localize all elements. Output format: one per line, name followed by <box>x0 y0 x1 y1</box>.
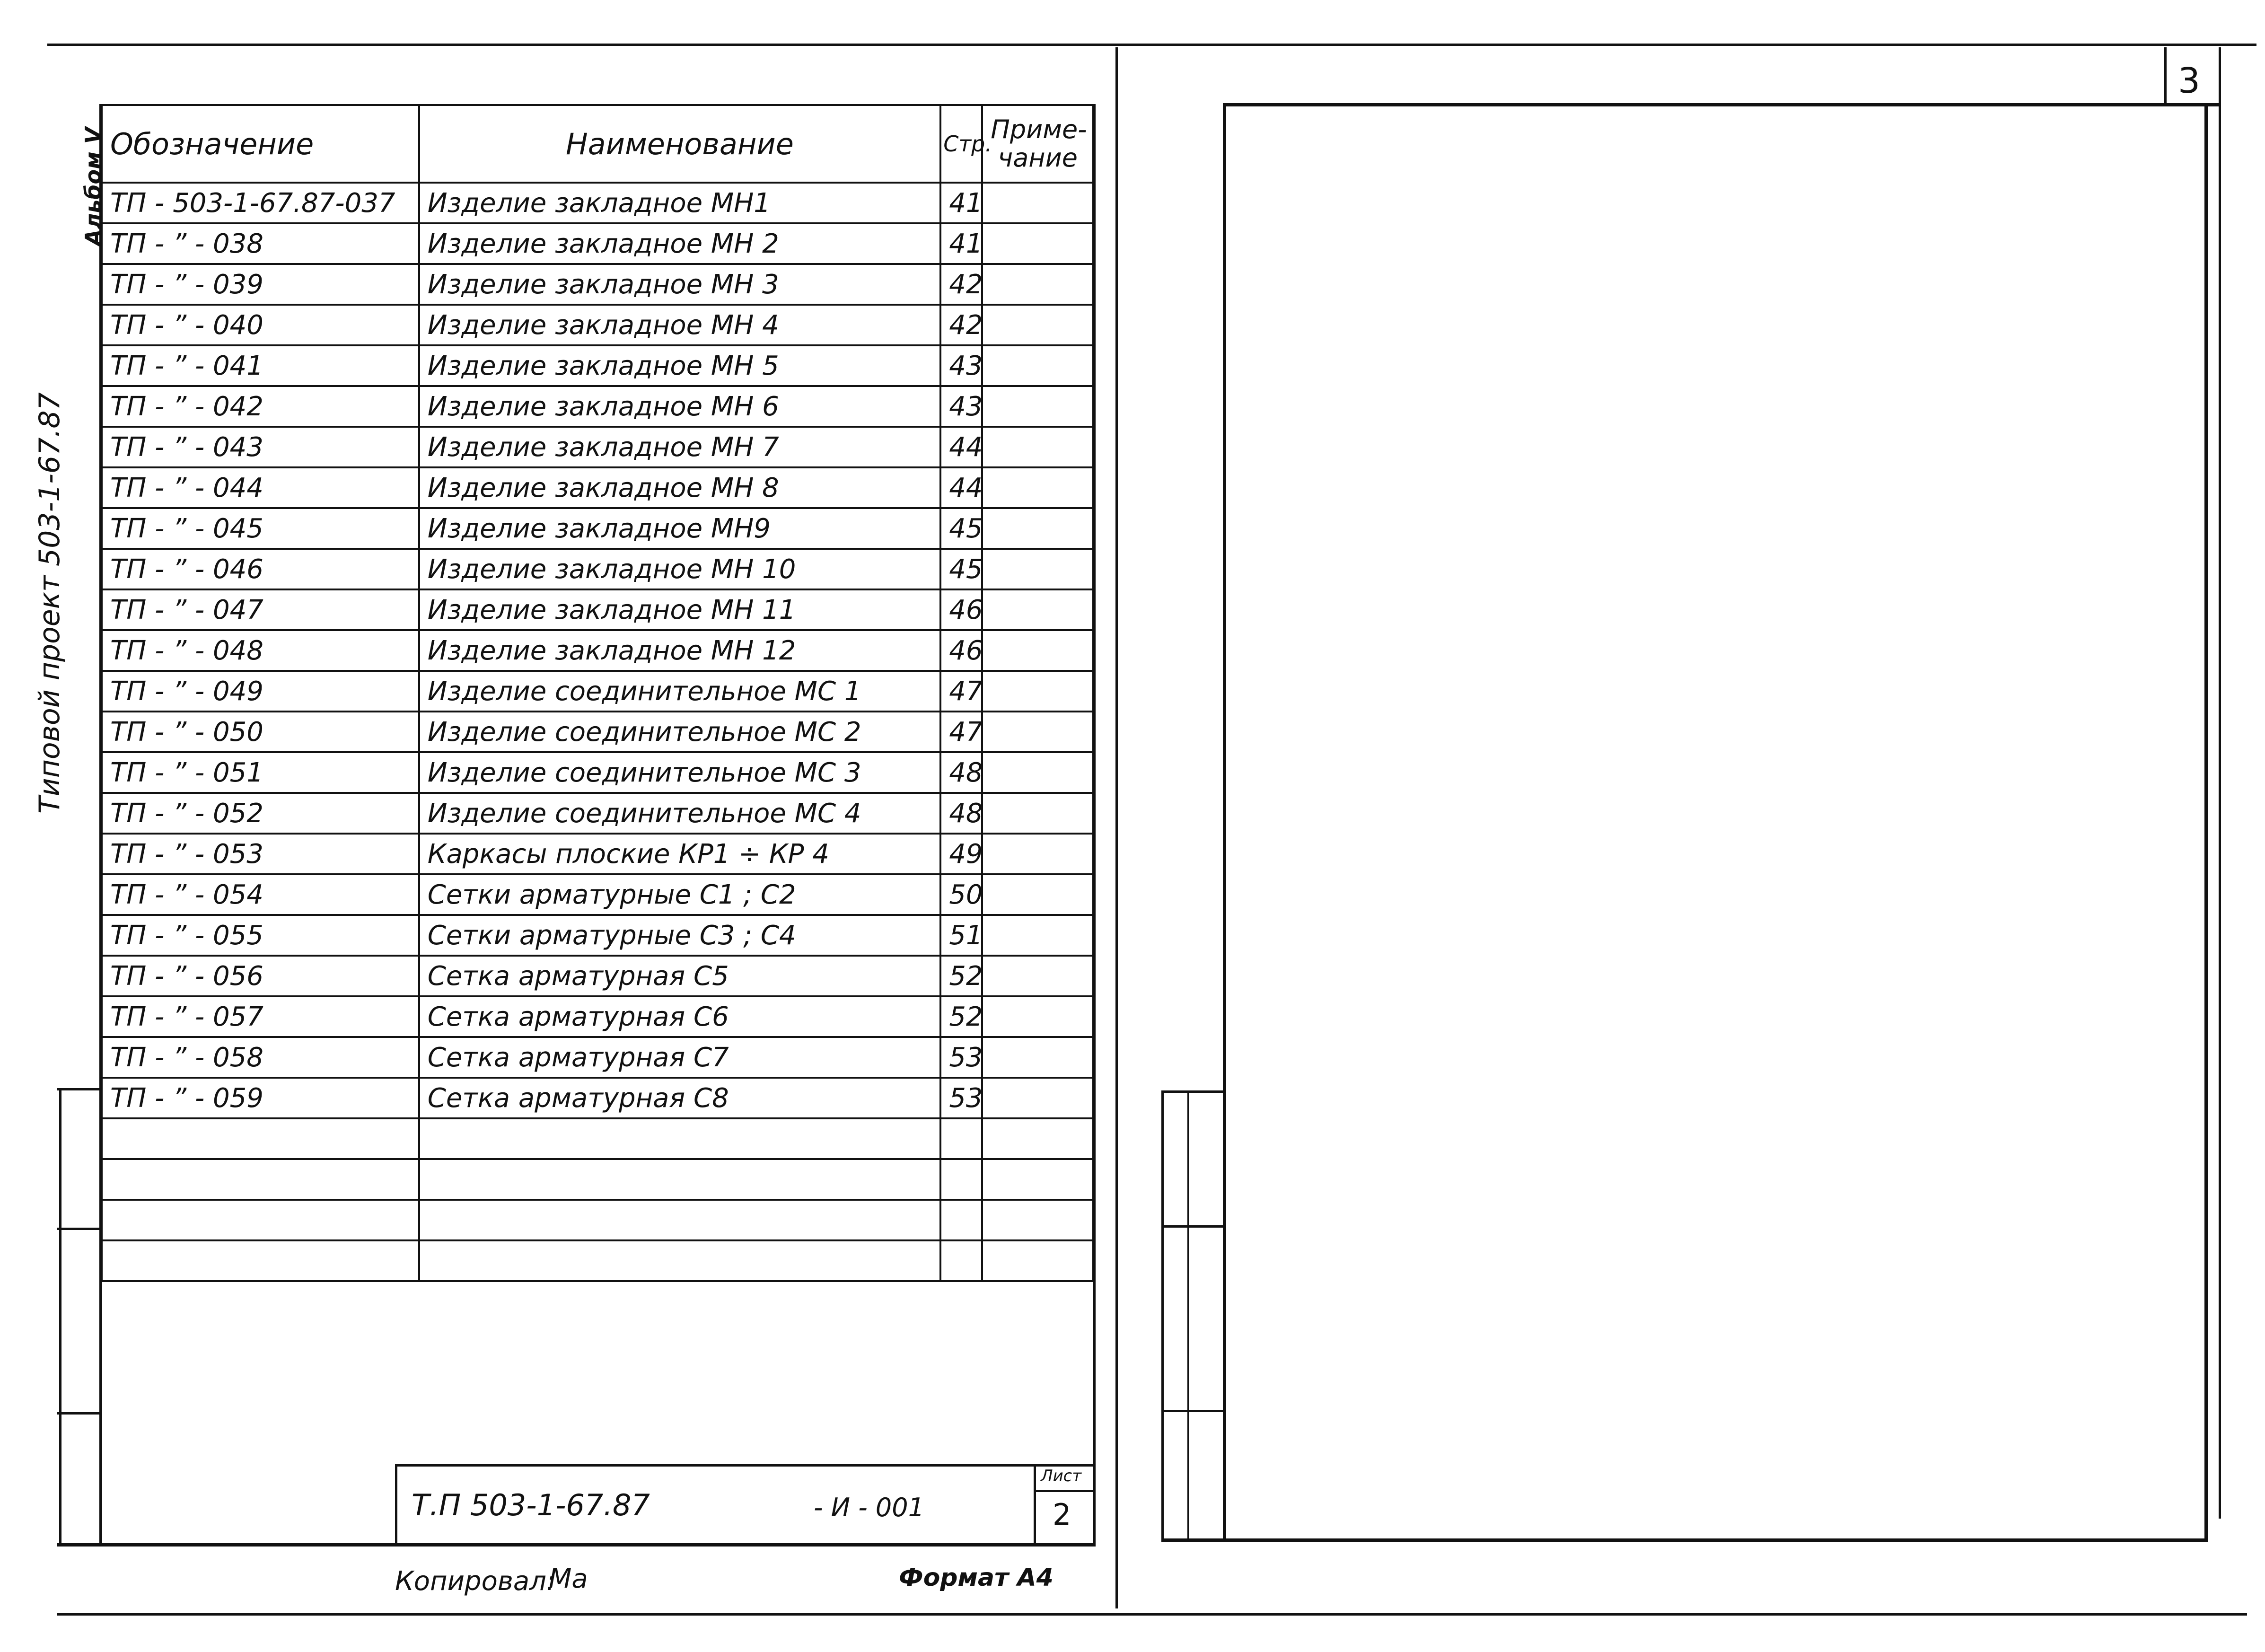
table-row <box>102 834 1093 874</box>
table-row <box>102 793 1093 834</box>
cell-page: 47 <box>940 712 982 752</box>
cell-designation: ТП - ” - 055 <box>102 915 419 956</box>
cell-designation: ТП - ” - 053 <box>102 834 419 874</box>
cell-note <box>982 1037 1093 1078</box>
cell-name: Изделие закладное МН 11 <box>419 589 940 630</box>
binding-strip-top <box>57 1088 102 1090</box>
cell-page: 41 <box>940 223 982 264</box>
cell-designation: ТП - ” - 039 <box>102 264 419 305</box>
cell-page: 42 <box>940 305 982 345</box>
stamp-sheet-number: 2 <box>1053 1497 1071 1532</box>
cell-note <box>982 386 1093 427</box>
cell-page: 52 <box>940 956 982 996</box>
stamp-top <box>395 1464 1095 1467</box>
cell-note <box>982 549 1093 589</box>
cell-name: Изделие закладное МН9 <box>419 508 940 549</box>
cell-designation: ТП - ” - 058 <box>102 1037 419 1078</box>
right-outer-edge <box>2219 47 2221 1519</box>
cell-name: Изделие закладное МН 4 <box>419 305 940 345</box>
right-frame-top <box>1223 103 2221 106</box>
table-row <box>102 589 1093 630</box>
cell-designation: ТП - ” - 043 <box>102 427 419 467</box>
cell-note <box>982 467 1093 508</box>
sheet-number: 3 <box>2178 61 2201 101</box>
cell-page: 53 <box>940 1078 982 1118</box>
empty-row <box>102 1159 1093 1200</box>
cell-note <box>982 793 1093 834</box>
binding-strip-mid1 <box>57 1228 102 1230</box>
cell-designation: ТП - ” - 057 <box>102 996 419 1037</box>
right-binding-top <box>1161 1090 1225 1093</box>
cell-designation: ТП - ” - 040 <box>102 305 419 345</box>
cell-name: Изделие закладное МН 3 <box>419 264 940 305</box>
stamp-project-code: Т.П 503-1-67.87 <box>412 1488 650 1522</box>
cell-name: Сетка арматурная С7 <box>419 1037 940 1078</box>
vertical-album-label: Альбом V <box>80 127 106 246</box>
cell-name: Изделие закладное МН 7 <box>419 427 940 467</box>
cell-page: 43 <box>940 386 982 427</box>
table-row <box>102 712 1093 752</box>
cell-note <box>982 752 1093 793</box>
sheet-divider-line <box>1115 47 1118 1608</box>
right-frame-bottom <box>1161 1538 2208 1542</box>
right-binding-mid1 <box>1161 1225 1225 1228</box>
cell-page: 48 <box>940 793 982 834</box>
cell-name: Сетка арматурная С5 <box>419 956 940 996</box>
cell-name: Каркасы плоские КР1 ÷ КР 4 <box>419 834 940 874</box>
cell-designation: ТП - ” - 051 <box>102 752 419 793</box>
right-frame-left <box>1223 103 1226 1541</box>
cell-name: Изделие соединительное МС 4 <box>419 793 940 834</box>
empty-row <box>102 1240 1093 1281</box>
cell-page: 45 <box>940 508 982 549</box>
cell-designation: ТП - ” - 059 <box>102 1078 419 1118</box>
cell-note <box>982 630 1093 671</box>
header-note: Приме- чание <box>982 105 1093 183</box>
cell-page: 53 <box>940 1037 982 1078</box>
table-row <box>102 345 1093 386</box>
table-row <box>102 264 1093 305</box>
cell-name: Сетка арматурная С8 <box>419 1078 940 1118</box>
cell-page: 42 <box>940 264 982 305</box>
cell-note <box>982 712 1093 752</box>
stamp-sheet-label: Лист <box>1041 1467 1082 1485</box>
cell-name: Изделие закладное МН1 <box>419 183 940 223</box>
cell-note <box>982 874 1093 915</box>
cell-name: Изделие соединительное МС 3 <box>419 752 940 793</box>
cell-page: 46 <box>940 630 982 671</box>
cell-note <box>982 1078 1093 1118</box>
cell-name: Изделие закладное МН 6 <box>419 386 940 427</box>
table-row <box>102 305 1093 345</box>
table-row <box>102 427 1093 467</box>
cell-designation: ТП - ” - 038 <box>102 223 419 264</box>
cell-name: Сетка арматурная С6 <box>419 996 940 1037</box>
table-row <box>102 996 1093 1037</box>
table-row <box>102 223 1093 264</box>
cell-designation: ТП - ” - 042 <box>102 386 419 427</box>
cell-page: 47 <box>940 671 982 712</box>
table-row <box>102 183 1093 223</box>
table-row <box>102 915 1093 956</box>
table-row <box>102 1037 1093 1078</box>
right-binding-inner <box>1187 1090 1189 1540</box>
cell-page: 49 <box>940 834 982 874</box>
cell-name: Изделие соединительное МС 2 <box>419 712 940 752</box>
cell-page: 52 <box>940 996 982 1037</box>
cell-designation: ТП - ” - 041 <box>102 345 419 386</box>
cell-name: Изделие закладное МН 5 <box>419 345 940 386</box>
cell-designation: ТП - ” - 048 <box>102 630 419 671</box>
table-row <box>102 874 1093 915</box>
cell-note <box>982 589 1093 630</box>
cell-page: 46 <box>940 589 982 630</box>
binding-strip-left <box>59 1088 61 1545</box>
copied-by-signature: Ма <box>549 1564 588 1594</box>
cell-name: Сетки арматурные С1 ; С2 <box>419 874 940 915</box>
cell-designation: ТП - ” - 046 <box>102 549 419 589</box>
table-header-row <box>102 105 1093 183</box>
cell-note <box>982 671 1093 712</box>
cell-designation: ТП - ” - 054 <box>102 874 419 915</box>
table-row <box>102 630 1093 671</box>
table-body <box>102 183 1093 1281</box>
cell-name: Сетки арматурные С3 ; С4 <box>419 915 940 956</box>
table-row <box>102 1078 1093 1118</box>
cell-page: 44 <box>940 467 982 508</box>
cell-name: Изделие закладное МН 10 <box>419 549 940 589</box>
cell-designation: ТП - ” - 056 <box>102 956 419 996</box>
right-frame-right <box>2204 103 2208 1541</box>
table-row <box>102 467 1093 508</box>
cell-name: Изделие соединительное МС 1 <box>419 671 940 712</box>
cell-page: 48 <box>940 752 982 793</box>
table-row <box>102 386 1093 427</box>
header-name: Наименование <box>419 105 940 183</box>
copied-by-label: Копировал: <box>395 1566 555 1597</box>
cell-page: 50 <box>940 874 982 915</box>
cell-page: 44 <box>940 427 982 467</box>
cell-designation: ТП - ” - 044 <box>102 467 419 508</box>
table-row <box>102 752 1093 793</box>
table-row <box>102 956 1093 996</box>
stamp-list-divider <box>1034 1464 1036 1545</box>
cell-designation: ТП - ” - 052 <box>102 793 419 834</box>
cell-designation: ТП - ” - 045 <box>102 508 419 549</box>
cell-page: 51 <box>940 915 982 956</box>
cell-note <box>982 223 1093 264</box>
empty-row <box>102 1118 1093 1159</box>
vertical-project-title: Типовой проект 503-1-67.87 <box>33 392 66 814</box>
cell-note <box>982 915 1093 956</box>
header-page: Стр. <box>940 105 982 183</box>
cell-name: Изделие закладное МН 12 <box>419 630 940 671</box>
header-designation: Обозначение <box>102 105 419 183</box>
cell-note <box>982 956 1093 996</box>
right-binding-left <box>1161 1090 1164 1540</box>
cell-name: Изделие закладное МН 2 <box>419 223 940 264</box>
cell-page: 43 <box>940 345 982 386</box>
table-row <box>102 508 1093 549</box>
right-binding-mid2 <box>1161 1410 1225 1412</box>
cell-note <box>982 305 1093 345</box>
left-frame-bottom <box>57 1543 1096 1547</box>
cell-note <box>982 183 1093 223</box>
cell-designation: ТП - ” - 049 <box>102 671 419 712</box>
bottom-edge-line <box>57 1613 2247 1616</box>
stamp-list-hline <box>1034 1490 1095 1492</box>
format-label: Формат А4 <box>899 1564 1053 1592</box>
table-row <box>102 671 1093 712</box>
cell-note <box>982 345 1093 386</box>
empty-row <box>102 1200 1093 1240</box>
binding-strip-mid2 <box>57 1412 102 1415</box>
cell-designation: ТП - ” - 047 <box>102 589 419 630</box>
cell-page: 45 <box>940 549 982 589</box>
cell-designation: ТП - ” - 050 <box>102 712 419 752</box>
top-edge-line <box>47 44 2256 46</box>
sheet-box-left <box>2164 47 2167 106</box>
cell-page: 41 <box>940 183 982 223</box>
cell-note <box>982 996 1093 1037</box>
cell-note <box>982 834 1093 874</box>
cell-note <box>982 264 1093 305</box>
stamp-left <box>395 1464 397 1545</box>
cell-designation: ТП - 503-1-67.87-037 <box>102 183 419 223</box>
cell-note <box>982 427 1093 467</box>
contents-table <box>101 104 1094 1282</box>
cell-name: Изделие закладное МН 8 <box>419 467 940 508</box>
table-row <box>102 549 1093 589</box>
stamp-doc-number: - И - 001 <box>814 1493 924 1522</box>
cell-note <box>982 508 1093 549</box>
